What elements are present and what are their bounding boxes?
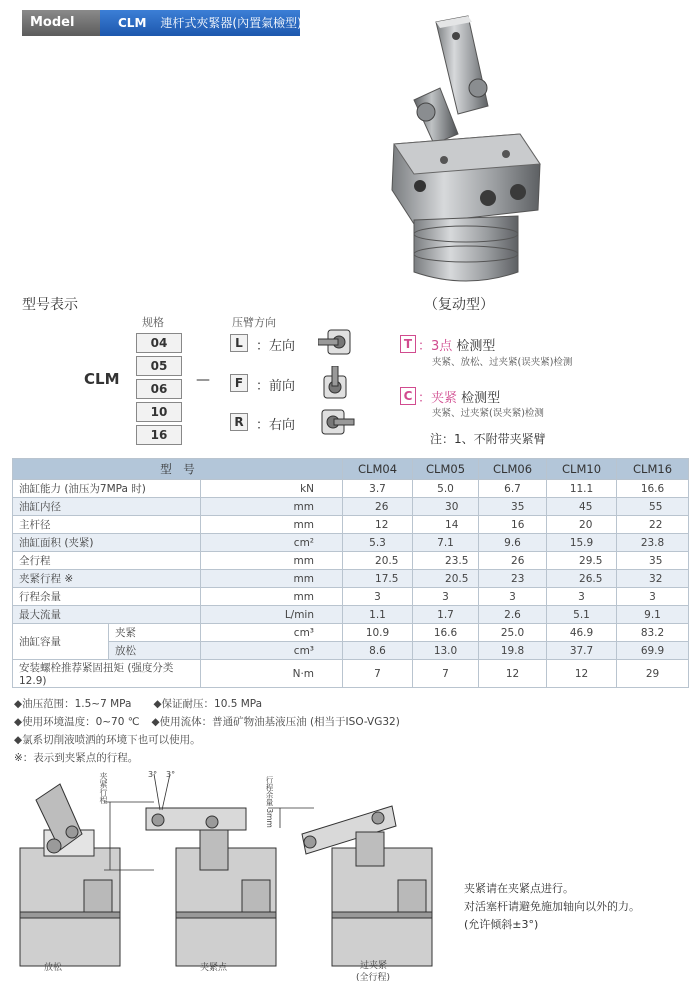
row-value: 26 [479, 552, 547, 570]
row-value: 23.5 [413, 552, 479, 570]
row-value: 32 [617, 570, 689, 588]
type-c-name: 检测型 [461, 391, 501, 406]
designation-note: 注：1、不附带夹紧臂 [430, 432, 546, 446]
row-value: 16.6 [413, 624, 479, 642]
row-value: 16 [479, 516, 547, 534]
direction-text-left: ：左向 [256, 339, 296, 354]
row-value: 3 [547, 588, 617, 606]
direction-code-front: F [230, 374, 248, 392]
row-value: 16.6 [617, 480, 689, 498]
header-model: CLM16 [617, 459, 689, 480]
row-value: 45 [547, 498, 617, 516]
row-item: 主杆径 [13, 516, 201, 534]
spec-16: 16 [136, 425, 182, 445]
row-value: 3 [617, 588, 689, 606]
row-value: 23 [479, 570, 547, 588]
type-t-name: 检测型 [456, 339, 496, 354]
row-value: 3.7 [343, 480, 413, 498]
caption-over-clamp: 过夹紧 [360, 961, 388, 971]
row-value: 29 [617, 660, 689, 688]
note-line-1 [14, 696, 262, 711]
header-title [100, 10, 300, 36]
table-row [13, 624, 689, 642]
arm-front-icon [322, 366, 348, 400]
table-row [13, 570, 689, 588]
note-pressure-range: ◆油压范围：1.5~7 MPa [14, 698, 132, 710]
row-value: 69.9 [617, 642, 689, 660]
caption-full-stroke: (全行程) [356, 973, 391, 983]
row-value: 1.7 [413, 606, 479, 624]
row-unit: mm [201, 516, 343, 534]
row-value: 9.1 [617, 606, 689, 624]
row-unit: mm [201, 552, 343, 570]
header-model: CLM05 [413, 459, 479, 480]
row-value: 2.6 [479, 606, 547, 624]
type-t-head: ：3点 [418, 339, 453, 354]
row-value: 25.0 [479, 624, 547, 642]
model-title: 連杆式夾緊器(內置氣檢型) [160, 16, 302, 30]
table-row [13, 660, 689, 688]
dim-stroke-margin: 行程余量 3mm [265, 776, 274, 828]
type-c-title [418, 387, 500, 406]
angle-b: 3° [166, 770, 176, 779]
warning-line-3: (允许倾斜±3°) [464, 918, 539, 931]
direction-code-right: R [230, 413, 248, 431]
row-item: 油缸能力 (油压为7MPa 时) [13, 480, 201, 498]
row-value: 9.6 [479, 534, 547, 552]
designation-dash: — [196, 372, 210, 388]
row-value: 13.0 [413, 642, 479, 660]
warning-line-2: 对活塞杆请避免施加轴向以外的力。 [464, 900, 640, 913]
type-c-desc: 夹紧、过夹紧(误夹紧)检测 [432, 408, 544, 419]
row-value: 55 [617, 498, 689, 516]
caption-unclamp: 放松 [44, 963, 63, 973]
arm-left-icon [318, 328, 352, 356]
row-value: 23.8 [617, 534, 689, 552]
designation-title: 型号表示 [22, 297, 78, 313]
row-unit: mm [201, 588, 343, 606]
row-unit: kN [201, 480, 343, 498]
row-value: 6.7 [479, 480, 547, 498]
row-value: 11.1 [547, 480, 617, 498]
row-value: 3 [343, 588, 413, 606]
direction-code-left: L [230, 334, 248, 352]
row-value: 15.9 [547, 534, 617, 552]
warning-line-1: 夹紧请在夹紧点进行。 [464, 882, 574, 895]
caption-clamp-point: 夹紧点 [200, 963, 228, 973]
row-unit: mm [201, 570, 343, 588]
model-code: CLM [118, 16, 147, 30]
header-model: CLM06 [479, 459, 547, 480]
row-item: 油缸面积 (夹紧) [13, 534, 201, 552]
arm-direction-label: 压臂方向 [232, 316, 276, 329]
row-value: 12 [547, 660, 617, 688]
model-label: Model [22, 10, 100, 36]
row-value: 29.5 [547, 552, 617, 570]
row-value: 7 [343, 660, 413, 688]
type-code-t: T [400, 335, 416, 353]
row-value: 30 [413, 498, 479, 516]
row-subitem: 夹紧 [109, 624, 201, 642]
row-item: 全行程 [13, 552, 201, 570]
table-row [13, 588, 689, 606]
table-row [13, 480, 689, 498]
row-value: 46.9 [547, 624, 617, 642]
row-item: 夹紧行程 ※ [13, 570, 201, 588]
row-unit: N·m [201, 660, 343, 688]
spec-label: 规格 [142, 316, 164, 329]
row-value: 12 [343, 516, 413, 534]
arm-right-icon [320, 408, 356, 436]
table-row [13, 534, 689, 552]
angle-a: 3° [148, 770, 158, 779]
row-value: 17.5 [343, 570, 413, 588]
row-unit: L/min [201, 606, 343, 624]
row-unit: cm³ [201, 624, 343, 642]
row-value: 5.0 [413, 480, 479, 498]
note-line-2 [14, 714, 400, 729]
row-value: 26 [343, 498, 413, 516]
table-row [13, 516, 689, 534]
type-t-title [418, 335, 495, 354]
note-temperature: ◆使用环境温度：0~70 ℃ [14, 716, 140, 728]
row-value: 26.5 [547, 570, 617, 588]
row-value: 20 [547, 516, 617, 534]
row-value: 35 [479, 498, 547, 516]
table-body [13, 480, 689, 688]
row-item: 最大流量 [13, 606, 201, 624]
row-item: 油缸内径 [13, 498, 201, 516]
operation-drawings [14, 770, 464, 984]
row-value: 12 [479, 660, 547, 688]
row-value: 35 [617, 552, 689, 570]
table-row [13, 498, 689, 516]
table-row [13, 642, 689, 660]
row-value: 1.1 [343, 606, 413, 624]
spec-06: 06 [136, 379, 182, 399]
row-value: 37.7 [547, 642, 617, 660]
spec-04: 04 [136, 333, 182, 353]
table-row [13, 606, 689, 624]
type-t-desc: 夹紧、放松、过夹紧(误夹紧)检测 [432, 357, 573, 368]
row-value: 3 [479, 588, 547, 606]
spec-table [12, 458, 689, 688]
spec-10: 10 [136, 402, 182, 422]
row-value: 5.1 [547, 606, 617, 624]
note-line-3: ◆氯系切削液喷洒的环境下也可以使用。 [14, 734, 201, 746]
note-fluid: ◆使用流体：普通矿物油基液压油 (相当于ISO-VG32) [151, 716, 400, 728]
row-value: 10.9 [343, 624, 413, 642]
model-header [22, 10, 300, 36]
row-value: 8.6 [343, 642, 413, 660]
action-mode: （复动型） [424, 297, 494, 313]
row-value: 83.2 [617, 624, 689, 642]
row-value: 22 [617, 516, 689, 534]
row-unit: cm³ [201, 642, 343, 660]
row-value: 20.5 [413, 570, 479, 588]
row-item: 油缸容量 [13, 624, 109, 660]
note-proof-pressure: ◆保证耐压：10.5 MPa [153, 698, 263, 710]
header-model: CLM04 [343, 459, 413, 480]
row-subitem: 放松 [109, 642, 201, 660]
row-value: 3 [413, 588, 479, 606]
row-value: 14 [413, 516, 479, 534]
row-value: 5.3 [343, 534, 413, 552]
dim-clamp-stroke: 夹紧行程 [99, 772, 108, 804]
type-c-head: ：夹紧 [418, 391, 458, 406]
header-item: 型 号 [13, 459, 343, 480]
table-row [13, 552, 689, 570]
spec-05: 05 [136, 356, 182, 376]
note-line-4: ※：表示到夹紧点的行程。 [14, 752, 139, 764]
row-value: 19.8 [479, 642, 547, 660]
direction-text-front: ：前向 [256, 379, 296, 394]
row-unit: cm² [201, 534, 343, 552]
row-value: 7 [413, 660, 479, 688]
product-photo [378, 14, 548, 286]
table-header-row [13, 459, 689, 480]
model-prefix: CLM [84, 370, 120, 388]
direction-text-right: ：右向 [256, 418, 296, 433]
type-code-c: C [400, 387, 416, 405]
row-unit: mm [201, 498, 343, 516]
row-item: 安装螺栓推荐紧固扭矩 (强度分类12.9) [13, 660, 201, 688]
row-value: 20.5 [343, 552, 413, 570]
row-item: 行程余量 [13, 588, 201, 606]
row-value: 7.1 [413, 534, 479, 552]
header-model: CLM10 [547, 459, 617, 480]
